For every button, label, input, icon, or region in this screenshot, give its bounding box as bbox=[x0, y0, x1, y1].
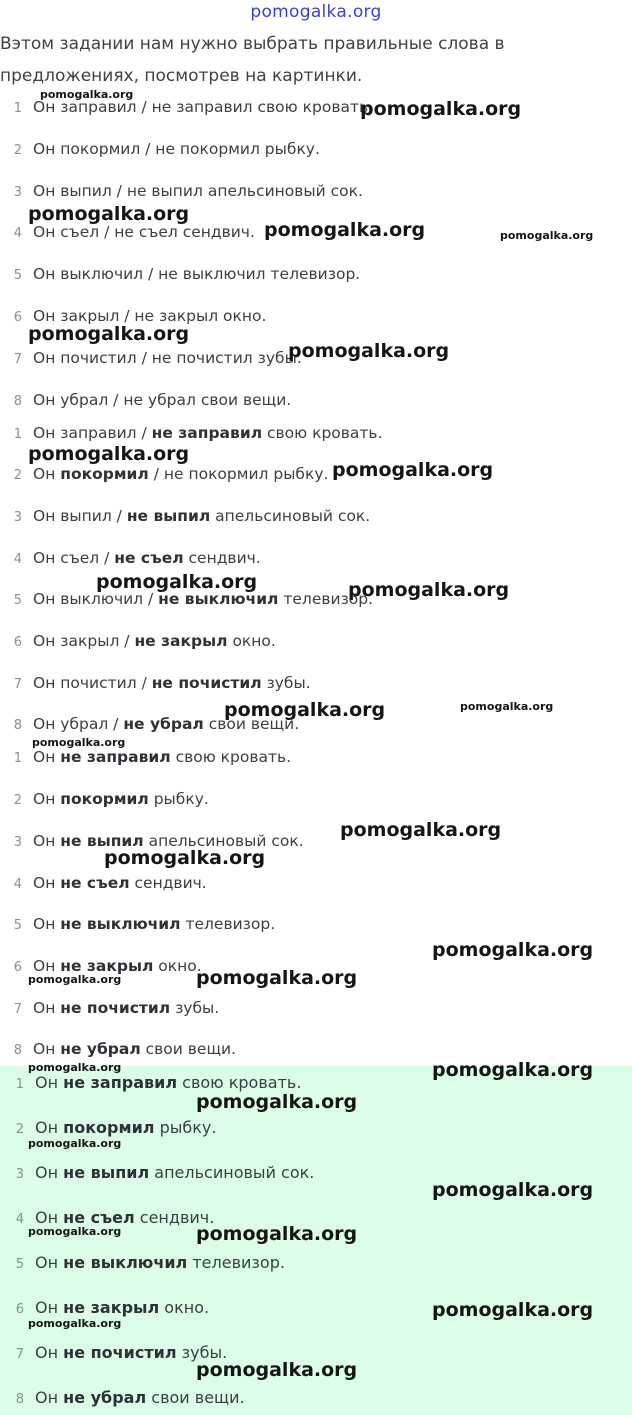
block1-line: 1 Он заправил / не заправил свою кровать. bbox=[13, 98, 374, 116]
answer-line: 8 Он не убрал свои вещи. bbox=[15, 1388, 245, 1407]
answer-line: 6 Он не закрыл окно. bbox=[15, 1298, 210, 1317]
watermark: pomogalka.org bbox=[28, 443, 190, 465]
watermark: pomogalka.org bbox=[288, 340, 450, 362]
answer-line: 7 Он не почистил зубы. bbox=[15, 1343, 228, 1362]
watermark: pomogalka.org bbox=[28, 1061, 122, 1074]
watermark: pomogalka.org bbox=[28, 323, 190, 345]
watermark: pomogalka.org bbox=[432, 1179, 594, 1201]
answer-line: 2 Он покормил рыбку. bbox=[15, 1118, 217, 1137]
block1-line: 3 Он выпил / не выпил апельсиновый сок. bbox=[13, 182, 363, 200]
block3-line: 7 Он не почистил зубы. bbox=[13, 999, 220, 1017]
block2-line: 6 Он закрыл / не закрыл окно. bbox=[13, 632, 276, 650]
watermark: pomogalka.org bbox=[224, 699, 386, 721]
watermark: pomogalka.org bbox=[196, 967, 358, 989]
watermark: pomogalka.org bbox=[96, 571, 258, 593]
watermark: pomogalka.org bbox=[28, 1137, 122, 1150]
block3-line: 6 Он не закрыл окно. bbox=[13, 957, 202, 975]
watermark: pomogalka.org bbox=[360, 98, 522, 120]
answer-line: 4 Он не съел сендвич. bbox=[15, 1208, 215, 1227]
block3-line: 2 Он покормил рыбку. bbox=[13, 790, 209, 808]
watermark: pomogalka.org bbox=[460, 700, 554, 713]
watermark: pomogalka.org bbox=[196, 1359, 358, 1381]
watermark: pomogalka.org bbox=[196, 1091, 358, 1113]
block3-line: 1 Он не заправил свою кровать. bbox=[13, 748, 292, 766]
answer-line: 3 Он не выпил апельсиновый сок. bbox=[15, 1163, 315, 1182]
watermark: pomogalka.org bbox=[104, 847, 266, 869]
answer-line: 1 Он не заправил свою кровать. bbox=[15, 1073, 302, 1092]
block3-line: 5 Он не выключил телевизор. bbox=[13, 915, 276, 933]
block1-line: 4 Он съел / не съел сендвич. bbox=[13, 223, 255, 241]
block1-line: 2 Он покормил / не покормил рыбку. bbox=[13, 140, 320, 158]
block2-line: 3 Он выпил / не выпил апельсиновый сок. bbox=[13, 507, 371, 525]
watermark: pomogalka.org bbox=[348, 579, 510, 601]
watermark: pomogalka.org bbox=[196, 1223, 358, 1245]
watermark: pomogalka.org bbox=[500, 229, 594, 242]
block2-line: 4 Он съел / не съел сендвич. bbox=[13, 549, 261, 567]
watermark: pomogalka.org bbox=[432, 1299, 594, 1321]
block2-line: 8 Он убрал / не убрал свои вещи. bbox=[13, 715, 300, 733]
watermark: pomogalka.org bbox=[432, 939, 594, 961]
block2-line: 2 Он покормил / не покормил рыбку. bbox=[13, 465, 329, 483]
block3-line: 4 Он не съел сендвич. bbox=[13, 874, 207, 892]
block1-line: 7 Он почистил / не почистил зубы. bbox=[13, 349, 302, 367]
watermark: pomogalka.org bbox=[332, 459, 494, 481]
block1-line: 6 Он закрыл / не закрыл окно. bbox=[13, 307, 267, 325]
block2-line: 5 Он выключил / не выключил телевизор. bbox=[13, 590, 374, 608]
block3-line: 3 Он не выпил апельсиновый сок. bbox=[13, 832, 304, 850]
task-intro: Вэтом задании нам нужно выбрать правильные слова в предложениях, посмотрев на картинки. bbox=[0, 34, 505, 86]
watermark: pomogalka.org bbox=[340, 819, 502, 841]
block3-line: 8 Он не убрал свои вещи. bbox=[13, 1040, 237, 1058]
block1-line: 5 Он выключил / не выключил телевизор. bbox=[13, 265, 361, 283]
watermark: pomogalka.org bbox=[264, 219, 426, 241]
watermark: pomogalka.org bbox=[28, 203, 190, 225]
watermark: pomogalka.org bbox=[28, 1225, 122, 1238]
block2-line: 1 Он заправил / не заправил свою кровать. bbox=[13, 424, 383, 442]
watermark: pomogalka.org bbox=[32, 736, 126, 749]
block1-line: 8 Он убрал / не убрал свои вещи. bbox=[13, 391, 292, 409]
watermark: pomogalka.org bbox=[432, 1059, 594, 1081]
watermark: pomogalka.org bbox=[28, 1317, 122, 1330]
watermark: pomogalka.org bbox=[40, 88, 134, 101]
block2-line: 7 Он почистил / не почистил зубы. bbox=[13, 674, 311, 692]
site-title: pomogalka.org bbox=[250, 2, 382, 22]
watermark: pomogalka.org bbox=[28, 973, 122, 986]
answer-line: 5 Он не выключил телевизор. bbox=[15, 1253, 285, 1272]
